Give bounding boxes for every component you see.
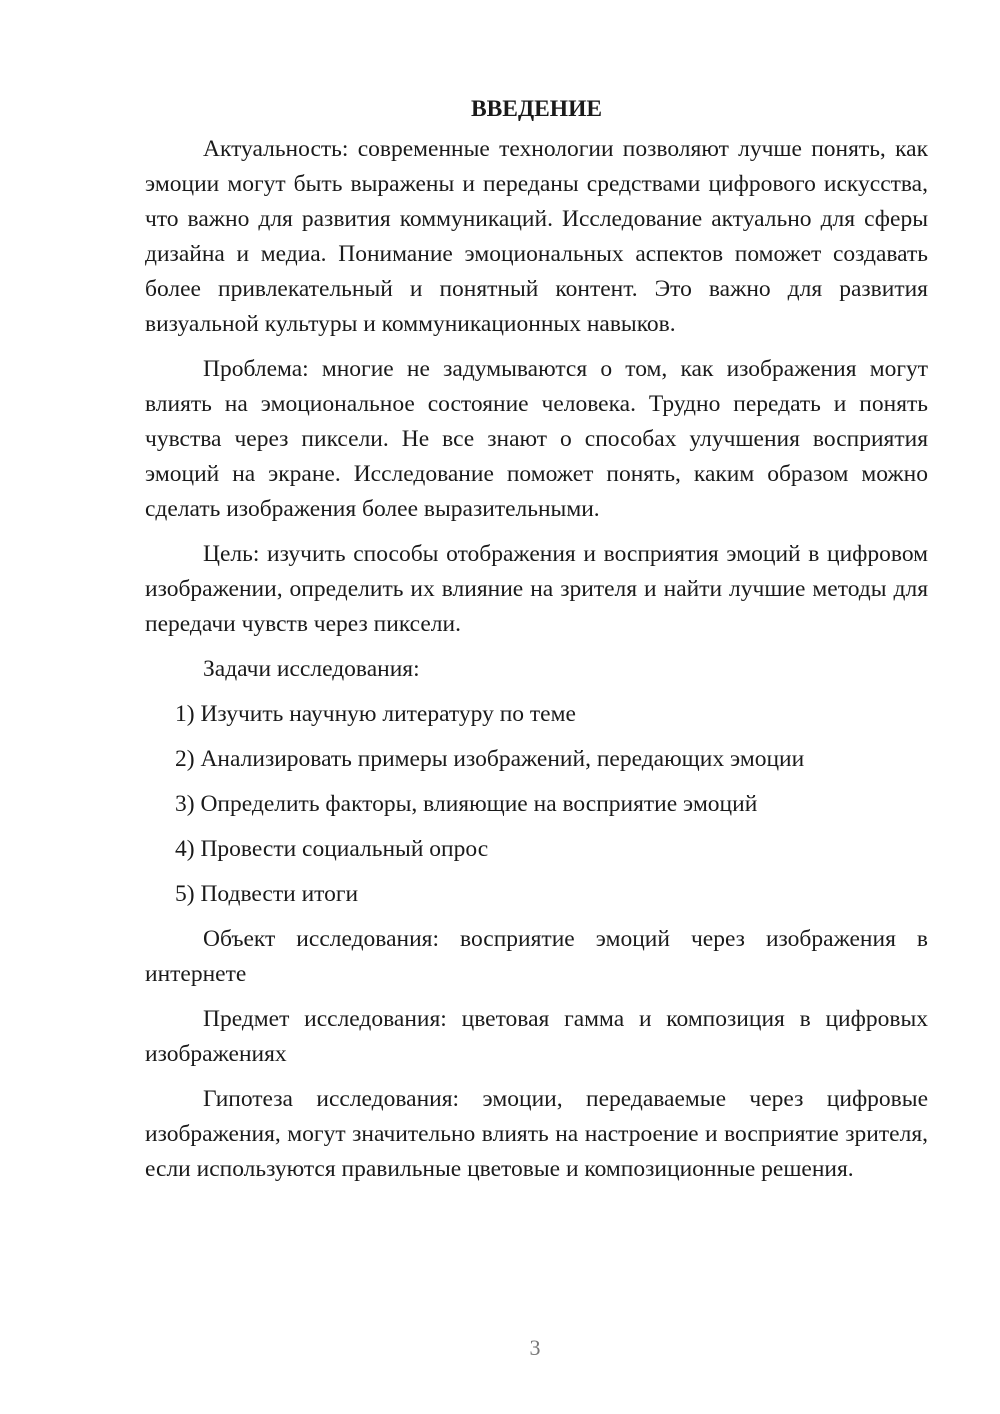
document-page xyxy=(145,92,928,1197)
task-list xyxy=(145,697,928,912)
section-title: ВВЕДЕНИЕ xyxy=(470,96,603,122)
task-item-4: 4) Провести социальный опрос xyxy=(175,836,489,862)
tasks-heading: Задачи исследования: xyxy=(203,656,420,682)
task-item-5: 5) Подвести итоги xyxy=(175,881,359,907)
page-number: 3 xyxy=(529,1335,541,1360)
object-paragraph: Объект исследования: восприятие эмоций через изображения в интернете xyxy=(145,926,928,987)
problem-paragraph: Проблема: многие не задумываются о том, как изображения могут влиять на эмоциональное состояние человека. Трудно передать и понять чувства через пиксели. Не все знают о способах улучшения восприятия эмоций на экране. Исследование поможет понять, каким образом можно сделать изображения более выразительными. xyxy=(145,356,928,522)
subject-paragraph: Предмет исследования: цветовая гамма и композиция в цифровых изображениях xyxy=(145,1006,928,1067)
task-item-1: 1) Изучить научную литературу по теме xyxy=(175,701,576,727)
task-item-3: 3) Определить факторы, влияющие на восприятие эмоций xyxy=(175,791,758,817)
hypothesis-paragraph: Гипотеза исследования: эмоции, передаваемые через цифровые изображения, могут значительно влиять на настроение и восприятие зрителя, если используются правильные цветовые и композиционные решения. xyxy=(145,1086,928,1182)
goal-paragraph: Цель: изучить способы отображения и восприятия эмоций в цифровом изображении, определить их влияние на зрителя и найти лучшие методы для передачи чувств через пиксели. xyxy=(145,541,928,637)
relevance-paragraph: Актуальность: современные технологии позволяют лучше понять, как эмоции могут быть выражены и переданы средствами цифрового искусства, что важно для развития коммуникаций. Исследование актуально для сферы дизайна и медиа. Понимание эмоциональных аспектов поможет создавать более привлекательный и понятный контент. Это важно для развития визуальной культуры и коммуникационных навыков. xyxy=(145,136,928,337)
task-item-2: 2) Анализировать примеры изображений, передающих эмоции xyxy=(175,746,805,772)
